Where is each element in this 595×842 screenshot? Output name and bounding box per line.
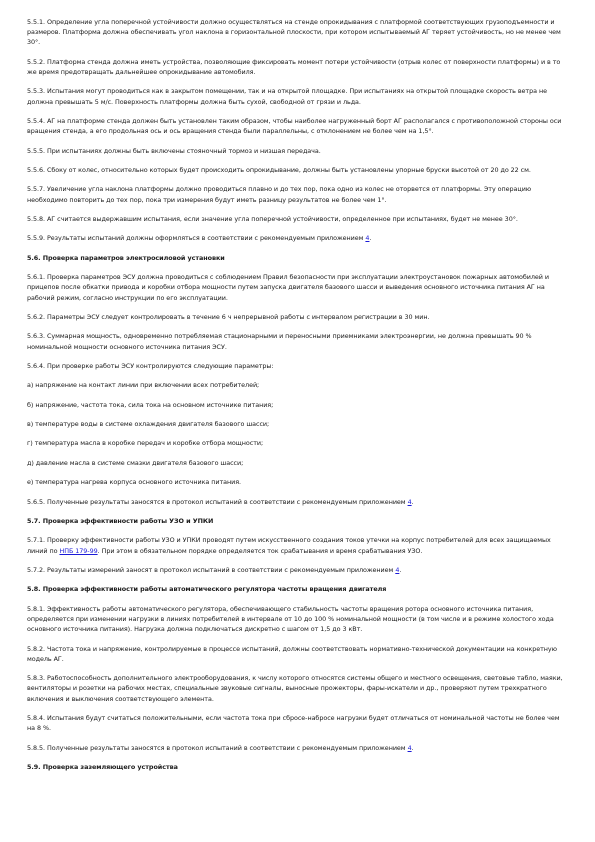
- paragraph-text: г) температура масла в коробке передач и коробке отбора мощности;: [27, 439, 264, 448]
- paragraph-text: 5.5.8. АГ считается выдержавшим испытания, если значение угла поперечной устойчивости, определенное при испытаниях, будет не менее 30°.: [27, 214, 518, 223]
- paragraph-text: в) температуре воды в системе охлаждения двигателя базового шасси;: [27, 420, 270, 429]
- reference-link[interactable]: 4: [407, 497, 412, 506]
- section-heading: [27, 253, 569, 263]
- paragraph-text: 5.8.3. Работоспособность дополнительного электрооборудования, к числу которого относятся системы общего и местного освещения, световые табло, маяки, вентиляторы и розетки на рабочих местах, специальные звуковые сигналы, выносные прожекторы, фары-искатели и др., проверяют путем трехкратного включения и выключения соответствующего элемента.: [27, 674, 563, 703]
- paragraph: [27, 17, 569, 48]
- paragraph: [27, 400, 569, 410]
- paragraph: [27, 477, 569, 487]
- paragraph-text: 5.6.4. При проверке работы ЭСУ контролируются следующие параметры:: [27, 361, 274, 370]
- paragraph-text: 5.6.3. Суммарная мощность, одновременно потребляемая стационарными и переносными приемниками электроэнергии, не должна превышать 90 % номинальной мощности основного источника питания ЭСУ.: [27, 332, 532, 351]
- paragraph-text: .: [369, 234, 372, 243]
- paragraph: [27, 497, 569, 507]
- paragraph-text: 5.5.7. Увеличение угла наклона платформы должно проводиться плавно и до тех пор, пока одно из колес не оторвется от платформы. Эту операцию необходимо повторить до тех пор, пока три измерения будут иметь разницу результатов не более чем 1°.: [27, 185, 532, 204]
- paragraph: [27, 184, 569, 204]
- paragraph-text: 5.5.5. При испытаниях должны быть включены стояночный тормоз и низшая передача.: [27, 146, 321, 155]
- paragraph-text: 5.9. Проверка заземляющего устройства: [27, 762, 178, 771]
- paragraph-text: 5.5.4. АГ на платформе стенда должен быть установлен таким образом, чтобы наиболее нагруженный борт АГ располагался с противоположной стороны оси вращения стенда, а его продольная ось и ось вращения стенда были параллельны, с отклонением не более чем на 1,5°.: [27, 116, 562, 136]
- paragraph-text: .: [411, 743, 414, 752]
- section-heading: [27, 584, 569, 594]
- paragraph-text: 5.5.1. Определение угла поперечной устойчивости должно осуществляться на стенде опрокидывания с платформой соответствующих грузоподъемности и размеров. Платформа должна обеспечивать угол наклона в горизонтальной плоскости, при котором испытываемый АГ теряет устойчивость, но не менее чем 30°.: [27, 18, 561, 47]
- paragraph-text: .: [399, 566, 402, 575]
- paragraph: [27, 331, 569, 351]
- paragraph-text: 5.6.5. Полученные результаты заносятся в протокол испытаний в соответствии с рекомендуемым приложением: [27, 497, 408, 506]
- paragraph-text: а) напряжение на контакт линии при включении всех потребителей;: [27, 381, 260, 390]
- paragraph: [27, 458, 569, 468]
- paragraph-text: 5.5.3. Испытания могут проводиться как в закрытом помещении, так и на открытой площадке. При испытаниях на открытой площадке скорость ветра не должна превышать 5 м/с. Поверхность платформы должна быть сухой, свободной от грязи и льда.: [27, 87, 547, 106]
- paragraph-text: 5.7.2. Результаты измерений заносят в протокол испытаний в соответствии с рекомендуемым приложением: [27, 566, 396, 575]
- paragraph: [27, 214, 569, 224]
- paragraph: [27, 565, 569, 575]
- paragraph-text: 5.7. Проверка эффективности работы УЗО и УПКИ: [27, 517, 214, 526]
- section-heading: [27, 762, 569, 772]
- paragraph-text: 5.6.2. Параметры ЭСУ следует контролировать в течение 6 ч непрерывной работы с интервалом регистрации в 30 мин.: [27, 312, 430, 321]
- paragraph: [27, 272, 569, 303]
- section-heading: [27, 516, 569, 526]
- paragraph-text: е) температура нагрева корпуса основного источника питания.: [27, 478, 242, 487]
- paragraph-text: д) давление масла в системе смазки двигателя базового шасси;: [27, 458, 244, 467]
- paragraph: [27, 535, 569, 555]
- paragraph: [27, 86, 569, 106]
- paragraph: [27, 361, 569, 371]
- paragraph: [27, 604, 569, 635]
- paragraph-text: 5.6.1. Проверка параметров ЭСУ должна проводиться с соблюдением Правил безопасности при эксплуатации электроустановок пожарных автомобилей и прицепов после обкатки привода и коробки отбора мощности путем запуска двигателя базового шасси и выведения основного источника питания АГ на рабочий режим, согласно инструкции по его эксплуатации.: [27, 273, 549, 302]
- paragraph: [27, 116, 569, 136]
- paragraph-text: 5.8.1. Эффективность работы автоматического регулятора, обеспечивающего стабильность частоты вращения ротора основного источника питания, определяется при изменении нагрузки в линиях потребителей в интервале от 10 до 100 % номинальной мощности (в том числе и в режиме холостого хода основного источника питания). Нагрузка должна подключаться дискретно с шагом от 1,5 до 3 кВт.: [27, 604, 554, 634]
- paragraph-text: 5.5.9. Результаты испытаний должны оформляться в соответствии с рекомендуемым приложением: [27, 234, 366, 243]
- paragraph-text: 5.8.4. Испытания будут считаться положительными, если частота тока при сбросе-набросе нагрузки будет отличаться от номинальной частоты не более чем на 8 %.: [27, 713, 560, 733]
- paragraph: [27, 644, 569, 664]
- paragraph: [27, 713, 569, 733]
- paragraph-text: 5.5.2. Платформа стенда должна иметь устройства, позволяющие фиксировать момент потери устойчивости (отрыв колес от поверхности платформы) и в то же время предотвращать дальнейшее опрокидывание автомобиля.: [27, 57, 561, 76]
- paragraph-text: .: [411, 497, 414, 506]
- paragraph-text: б) напряжение, частота тока, сила тока на основном источнике питания;: [27, 400, 274, 409]
- paragraph-text: . При этом в обязательном порядке определяется ток срабатывания и время срабатывания УЗО.: [97, 546, 423, 555]
- reference-link[interactable]: 4: [395, 566, 400, 575]
- paragraph: [27, 165, 569, 175]
- paragraph-text: 5.6. Проверка параметров электросиловой установки: [27, 253, 225, 262]
- paragraph-text: 5.5.6. Сбоку от колес, относительно которых будет происходить опрокидывание, должны быть установлены упорные бруски высотой от 20 до 22 см.: [27, 165, 531, 174]
- paragraph: [27, 419, 569, 429]
- reference-link[interactable]: 4: [407, 743, 412, 752]
- paragraph: [27, 438, 569, 448]
- paragraph: [27, 233, 569, 243]
- paragraph-text: 5.8.2. Частота тока и напряжение, контролируемые в процессе испытаний, должны соответствовать нормативно-технической документации на конкретную модель АГ.: [27, 644, 557, 663]
- paragraph-text: 5.7.1. Проверку эффективности работы УЗО и УПКИ проводят путем искусственного создания токов утечки на корпус потребителей для всех защищаемых линий по: [27, 536, 551, 555]
- paragraph-text: 5.8.5. Полученные результаты заносятся в протокол испытаний в соответствии с рекомендуемым приложением: [27, 743, 408, 752]
- paragraph: [27, 743, 569, 753]
- reference-link[interactable]: НПБ 179-99: [59, 546, 98, 555]
- paragraph: [27, 57, 569, 77]
- paragraph: [27, 146, 569, 156]
- paragraph: [27, 673, 569, 704]
- paragraph: [27, 380, 569, 390]
- paragraph: [27, 312, 569, 322]
- paragraph-text: 5.8. Проверка эффективности работы автоматического регулятора частоты вращения двигателя: [27, 585, 387, 594]
- reference-link[interactable]: 4: [365, 234, 370, 243]
